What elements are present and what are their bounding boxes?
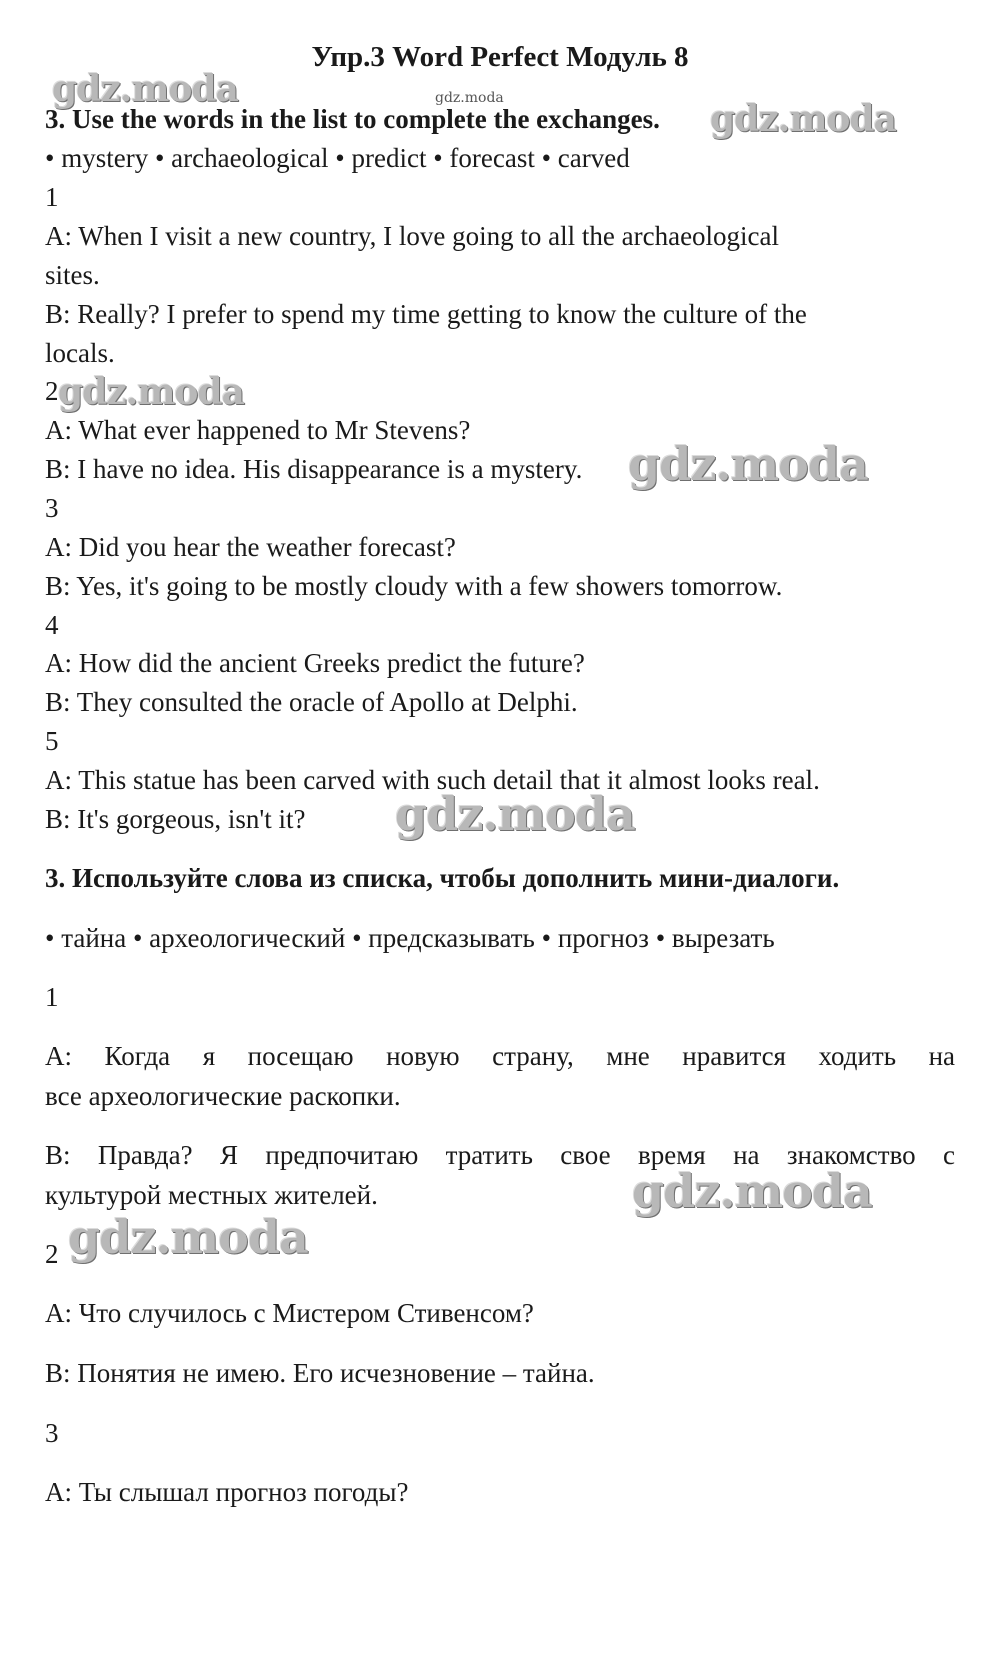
watermark-logo: gdz.moda <box>395 787 635 841</box>
english-dialogue-line: A: How did the ancient Greeks predict the future? <box>45 648 585 678</box>
english-dialogue-line: B: I have no idea. His disappearance is a mystery. <box>45 454 583 484</box>
english-dialogue-line: A: Did you hear the weather forecast? <box>45 532 456 562</box>
english-dialogue-line: locals. <box>45 338 115 368</box>
english-item-number: 4 <box>45 610 59 640</box>
watermark-logo-small: gdz.moda <box>435 90 504 106</box>
watermark-logo: gdz.moda <box>58 371 244 413</box>
english-dialogue-line: B: Really? I prefer to spend my time getting to know the culture of the <box>45 299 807 329</box>
russian-instruction: 3. Используйте слова из списка, чтобы дополнить мини-диалоги. <box>45 863 840 893</box>
english-dialogue-line: B: They consulted the oracle of Apollo at Delphi. <box>45 687 578 717</box>
russian-dialogue-line: A: Что случилось с Мистером Стивенсом? <box>45 1298 534 1328</box>
russian-item-number: 3 <box>45 1418 59 1448</box>
english-dialogue-line: B: Yes, it's going to be mostly cloudy with a few showers tomorrow. <box>45 571 783 601</box>
english-item-number: 5 <box>45 726 59 756</box>
russian-dialogue-line: A: Ты слышал прогноз погоды? <box>45 1477 409 1507</box>
english-dialogue-line: A: When I visit a new country, I love going to all the archaeological <box>45 221 780 251</box>
russian-dialogue-line: B: Понятия не имею. Его исчезновение – тайна. <box>45 1358 595 1388</box>
russian-dialogue-line: все археологические раскопки. <box>45 1081 401 1111</box>
english-item-number: 2 <box>45 376 59 406</box>
english-dialogue-line: B: It's gorgeous, isn't it? <box>45 804 306 834</box>
watermark-logo: gdz.moda <box>710 98 896 140</box>
watermark-logo: gdz.moda <box>52 68 238 110</box>
russian-item-number: 1 <box>45 982 59 1012</box>
watermark-logo: gdz.moda <box>68 1210 308 1264</box>
watermark-logo: gdz.moda <box>632 1164 872 1218</box>
english-dialogue-line: A: What ever happened to Mr Stevens? <box>45 415 471 445</box>
english-dialogue-line: sites. <box>45 260 100 290</box>
english-item-number: 3 <box>45 493 59 523</box>
watermark-logo: gdz.moda <box>628 437 868 491</box>
russian-dialogue-line: культурой местных жителей. <box>45 1180 378 1210</box>
russian-item-number: 2 <box>45 1239 59 1269</box>
english-item-number: 1 <box>45 182 59 212</box>
english-word-list: • mystery • archaeological • predict • forecast • carved <box>45 143 630 173</box>
russian-dialogue-line: B: Правда? Я предпочитаю тратить свое время на знакомство с <box>45 1140 955 1170</box>
page-title: Упр.3 Word Perfect Модуль 8 <box>311 41 689 73</box>
russian-word-list: • тайна • археологический • предсказывать • прогноз • вырезать <box>45 923 775 953</box>
russian-dialogue-line: A: Когда я посещаю новую страну, мне нравится ходить на <box>45 1041 955 1071</box>
english-dialogue-line: A: This statue has been carved with such detail that it almost looks real. <box>45 765 820 795</box>
english-instruction: 3. Use the words in the list to complete the exchanges. <box>45 104 660 134</box>
